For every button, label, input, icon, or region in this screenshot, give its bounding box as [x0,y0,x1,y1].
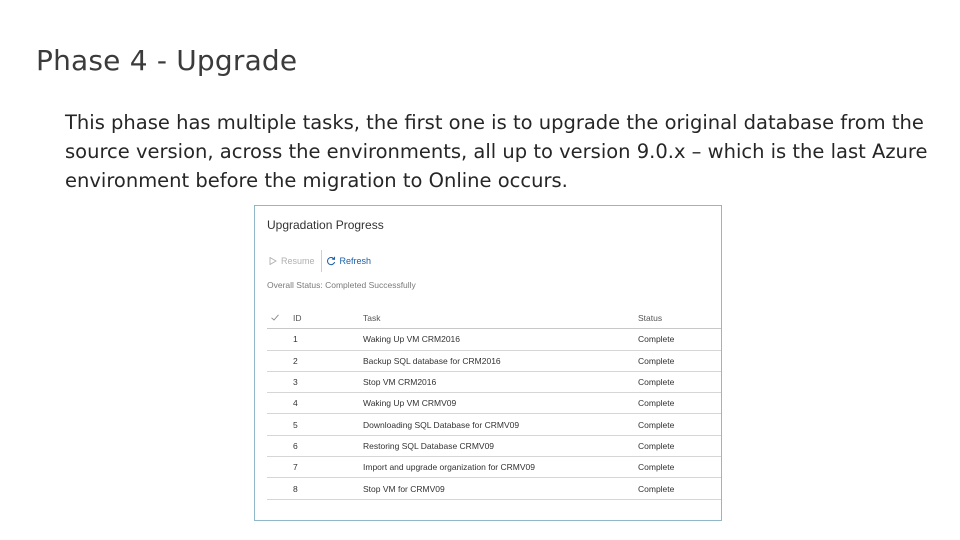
row-id: 5 [293,419,298,430]
row-status: Complete [638,377,675,388]
table-row[interactable] [267,436,721,457]
row-status: Complete [638,355,675,366]
panel-title: Upgradation Progress [267,218,384,232]
row-id: 2 [293,355,298,366]
refresh-button[interactable] [321,250,378,272]
row-task: Waking Up VM CRM2016 [363,334,460,345]
table-row[interactable] [267,393,721,414]
row-id: 3 [293,377,298,388]
row-task: Downloading SQL Database for CRMV09 [363,419,520,430]
column-header-task[interactable]: Task [363,313,381,324]
row-task: Stop VM CRM2016 [363,377,437,388]
row-id: 1 [293,334,298,345]
resume-button[interactable] [267,250,321,272]
row-status: Complete [638,483,675,494]
table-row[interactable] [267,351,721,372]
row-task: Import and upgrade organization for CRMV09 [363,462,535,473]
select-all-checkbox[interactable] [267,313,293,323]
table-row[interactable] [267,478,721,499]
table-header [267,308,721,329]
slide-title: Phase 4 - Upgrade [36,44,298,77]
row-status: Complete [638,419,675,430]
row-status: Complete [638,440,675,451]
table-row[interactable] [267,329,721,350]
row-id: 7 [293,462,298,473]
row-task: Backup SQL database for CRM2016 [363,355,501,366]
resume-label: Resume [281,256,315,266]
overall-status: Overall Status: Completed Successfully [267,280,416,290]
row-task: Restoring SQL Database CRMV09 [363,440,495,451]
column-header-id[interactable]: ID [293,313,302,324]
toolbar [267,250,377,272]
row-task: Stop VM for CRMV09 [363,483,445,494]
checkmark-icon [271,314,279,321]
play-icon [269,257,277,265]
row-id: 6 [293,440,298,451]
table-row[interactable] [267,457,721,478]
row-id: 4 [293,398,298,409]
column-header-status[interactable]: Status [638,313,663,324]
row-status: Complete [638,462,675,473]
progress-table [267,308,721,500]
upgradation-progress-screenshot [254,205,722,521]
row-status: Complete [638,398,675,409]
refresh-icon [326,256,336,266]
refresh-label: Refresh [339,256,372,266]
table-row[interactable] [267,414,721,435]
row-id: 8 [293,483,298,494]
row-status: Complete [638,334,675,345]
table-row[interactable] [267,372,721,393]
slide-body-text: This phase has multiple tasks, the first one is to upgrade the original database from the source version, across the environments, all up to version 9.0.x – which is the last Azure environment before the migration to Online occurs. [65,111,928,192]
row-task: Waking Up VM CRMV09 [363,398,457,409]
